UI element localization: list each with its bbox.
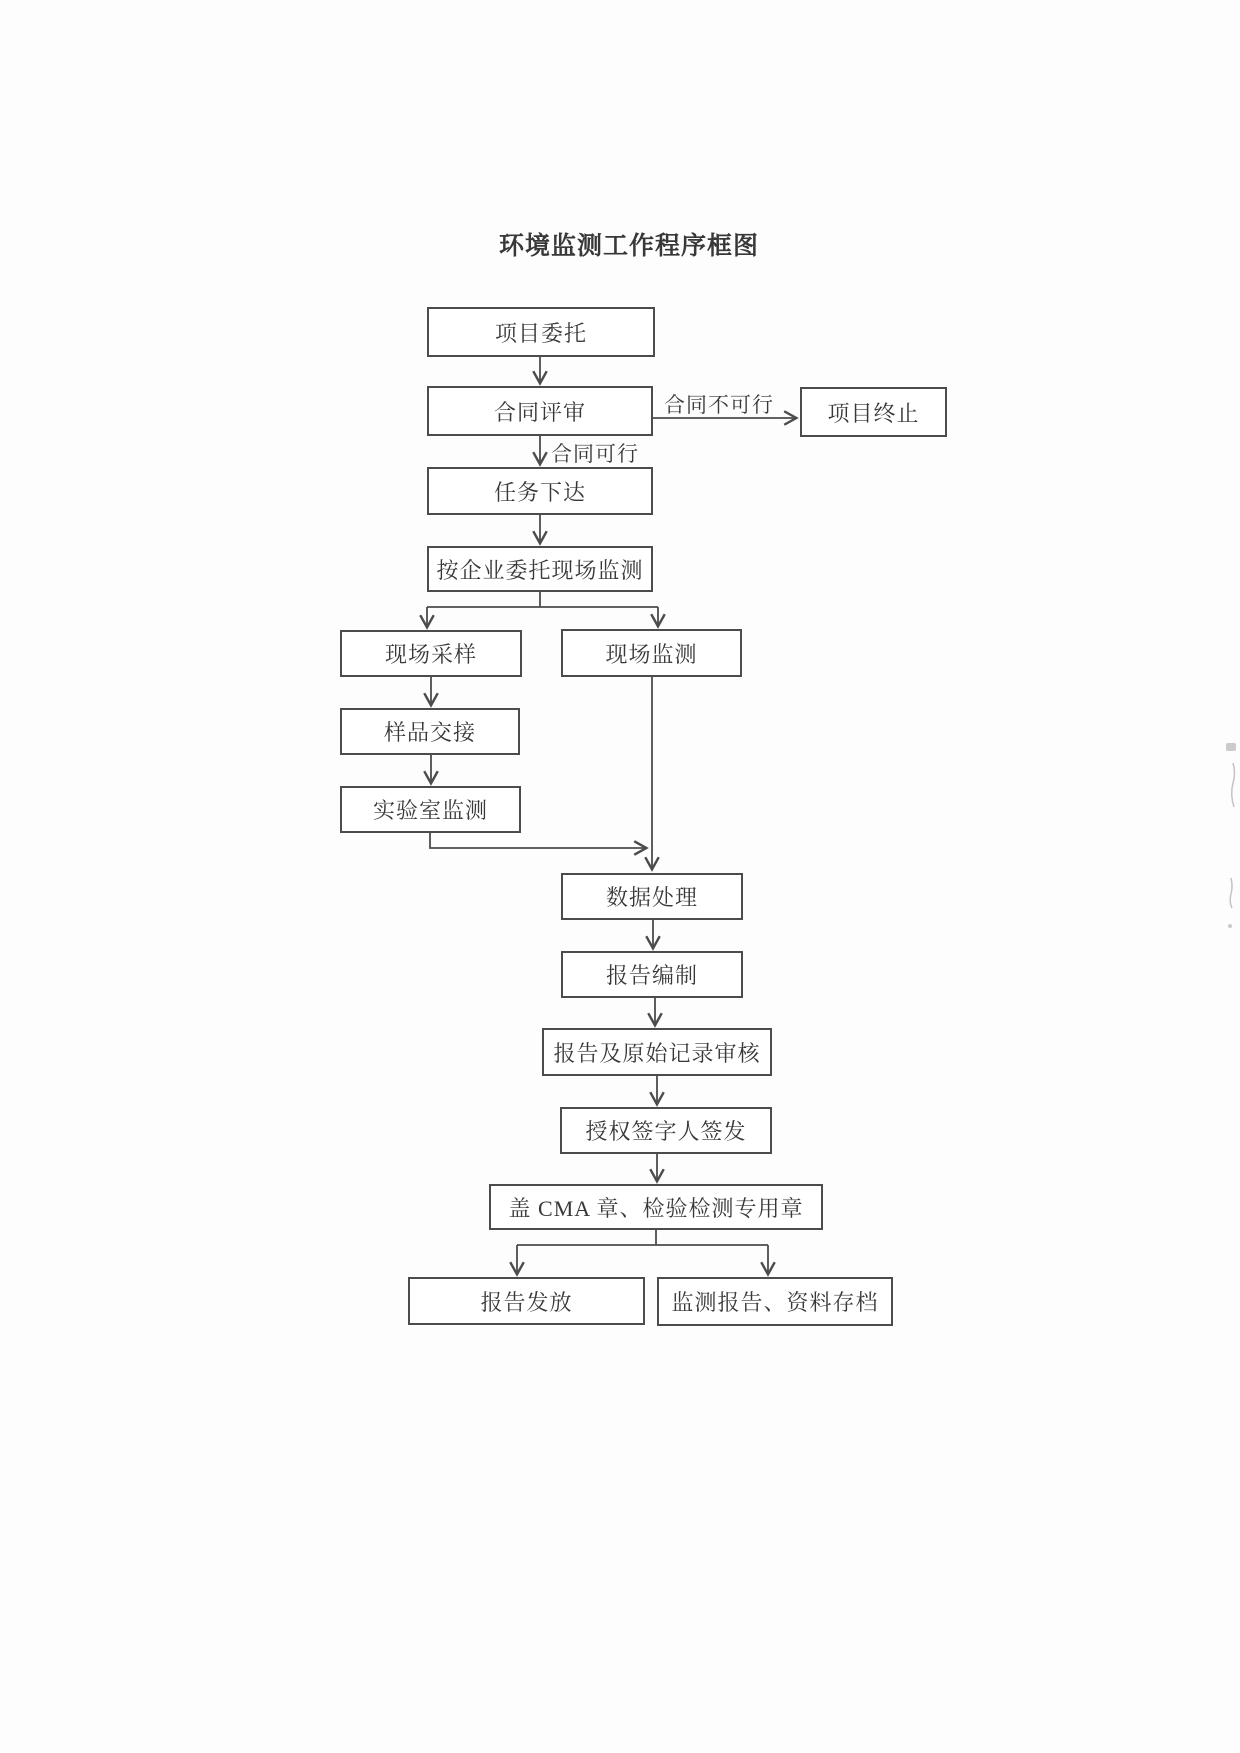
- edge-label-contract-feasible: 合同可行: [551, 442, 639, 466]
- node-report-archiving: 监测报告、资料存档: [657, 1277, 893, 1326]
- node-data-processing: 数据处理: [561, 873, 743, 920]
- node-contract-review: 合同评审: [427, 386, 653, 436]
- node-onsite-monitoring: 现场监测: [561, 629, 742, 677]
- scan-artifact: [1226, 743, 1236, 928]
- node-sample-handover: 样品交接: [340, 708, 520, 755]
- page-title: 环境监测工作程序框图: [498, 233, 759, 260]
- node-report-distribution: 报告发放: [408, 1277, 645, 1325]
- node-project-termination: 项目终止: [800, 387, 947, 437]
- node-task-assignment: 任务下达: [427, 467, 653, 515]
- node-project-commission: 项目委托: [427, 307, 655, 357]
- node-report-preparation: 报告编制: [561, 951, 743, 998]
- node-laboratory-monitoring: 实验室监测: [340, 786, 521, 833]
- node-authorized-signatory-issue: 授权签字人签发: [560, 1107, 772, 1154]
- node-onsite-sampling: 现场采样: [340, 630, 522, 677]
- edge-label-contract-not-feasible: 合同不可行: [664, 393, 774, 417]
- node-report-record-review: 报告及原始记录审核: [542, 1028, 772, 1076]
- node-stamp-cma-seal: 盖 CMA 章、检验检测专用章: [489, 1184, 823, 1230]
- node-onsite-monitoring-per-commission: 按企业委托现场监测: [427, 546, 653, 592]
- arrow-lab-to-merge: [430, 833, 645, 848]
